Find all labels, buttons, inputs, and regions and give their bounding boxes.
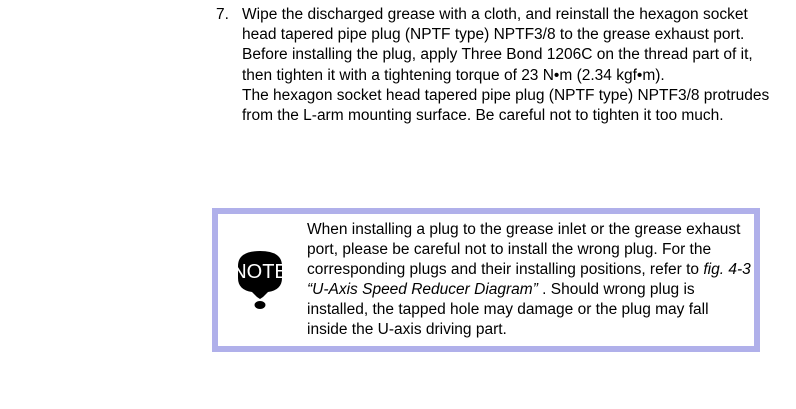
- step-paragraph-2: The hexagon socket head tapered pipe plug (NPTF type) NPTF3/8 protrudes from the L-arm mounting surface. Be careful not to tighten it too much.: [242, 86, 770, 125]
- note-text: [307, 220, 752, 341]
- step-body: [242, 5, 776, 126]
- note-icon: [228, 248, 292, 310]
- step-paragraph-1: Wipe the discharged grease with a cloth, and reinstall the hexagon socket head tapered pipe plug (NPTF type) NPTF3/8 to the grease exhaust port. Before installing the plug, apply Three Bond 1206C on the thread part of it, then tighten it with a tightening torque of 23 N•m (2.34 kgf•m).: [242, 6, 753, 84]
- step-number: 7.: [216, 6, 229, 23]
- note-text-intro: When installing a plug to the grease inlet or the grease exhaust port, please be careful not to install the wrong plug. For the corresponding plugs and their installing positions, refer to: [307, 221, 741, 279]
- note-icon-label: NOTE: [232, 261, 288, 283]
- procedure-step-7: [216, 5, 776, 126]
- note-box: [212, 208, 760, 352]
- note-text-outro: . Should wrong plug is installed, the tapped hole may damage or the plug may fall inside the U-axis driving part.: [307, 281, 709, 339]
- figure-reference: fig. 4-3 “U-Axis Speed Reducer Diagram”: [307, 261, 751, 299]
